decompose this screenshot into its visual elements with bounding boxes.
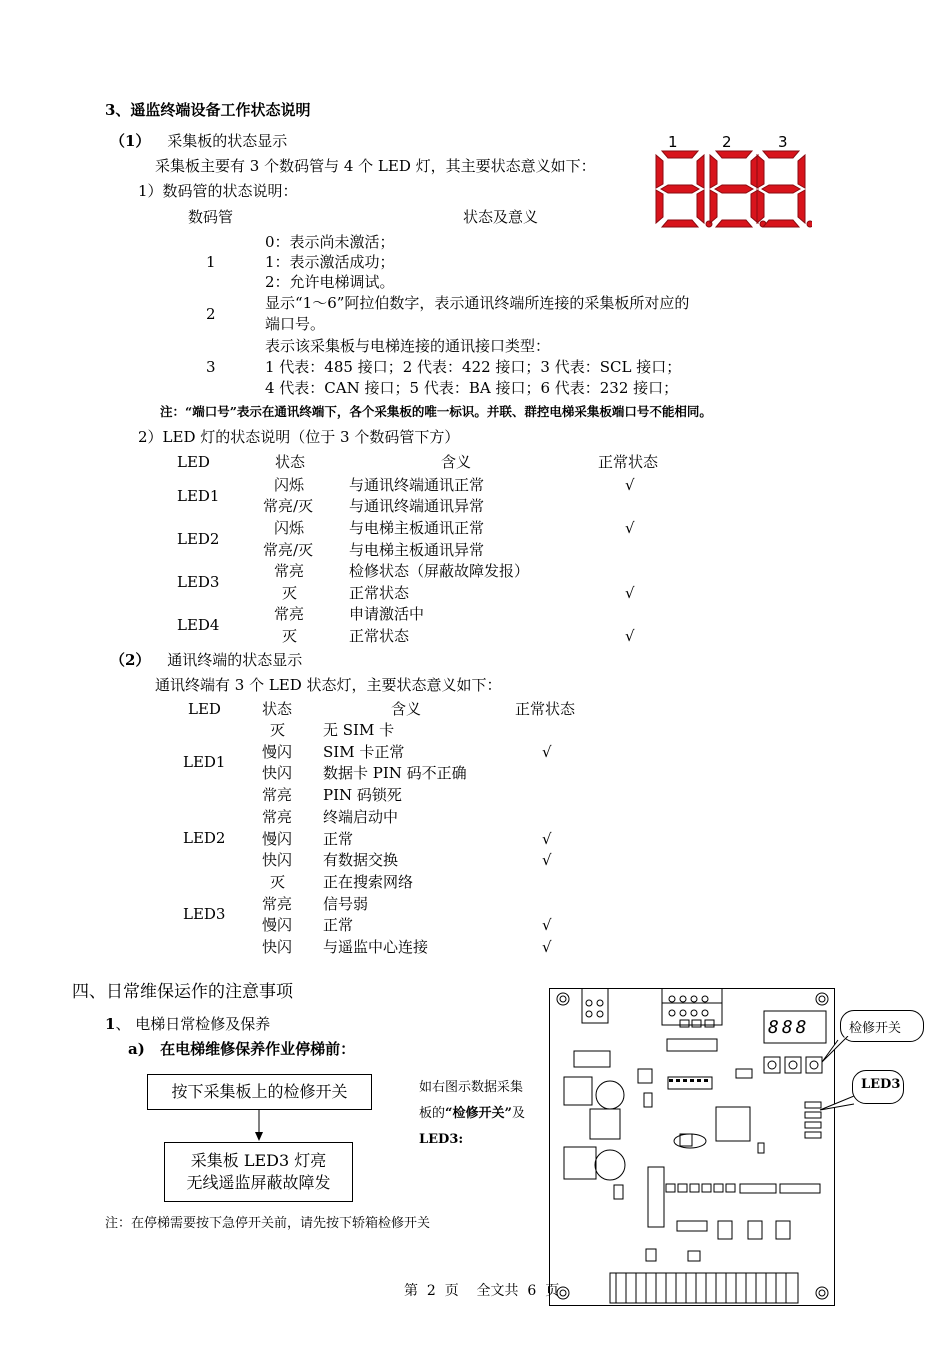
led-meaning: 正常状态 xyxy=(349,627,410,645)
term-normal-check: √ xyxy=(542,938,552,956)
led-table-header-led: LED xyxy=(177,453,210,471)
subsection-1-intro: 采集板主要有 3 个数码管与 4 个 LED 灯，其主要状态意义如下： xyxy=(155,157,596,175)
section-4-item-a: a) 在电梯维修保养作业停梯前： xyxy=(128,1040,356,1058)
term-state: 常亮 xyxy=(262,786,293,805)
term-meaning: 终端启动中 xyxy=(323,807,399,826)
side-text-line: 板的“检修开关”及 xyxy=(419,1106,525,1121)
term-state: 灭 xyxy=(270,721,286,739)
led-state: 常亮/灭 xyxy=(263,497,314,515)
flow-step-press-switch: 按下采集板上的检修开关 xyxy=(147,1074,372,1110)
led-meaning: 与电梯主板通讯正常 xyxy=(349,519,485,537)
digit-row-line: 4 代表：CAN 接口；5 代表：BA 接口；6 代表：232 接口； xyxy=(265,379,679,397)
digit-label-1: 1 xyxy=(668,133,678,151)
term-state: 快闪 xyxy=(262,938,293,956)
term-normal-check: √ xyxy=(542,742,552,761)
led-state: 闪烁 xyxy=(274,519,305,537)
led-meaning: 与电梯主板通讯异常 xyxy=(349,541,485,559)
term-normal-check: √ xyxy=(542,916,552,935)
note-port-number: 注：“端口号”表示在通讯终端下，各个采集板的唯一标识。并联、群控电梯采集板端口号不能相同。 xyxy=(160,404,712,419)
side-text-line: 如右图示数据采集 xyxy=(419,1080,524,1095)
callout-pointer-icon xyxy=(818,1096,858,1116)
led-name: LED1 xyxy=(183,753,226,771)
collection-board-illustration xyxy=(549,988,835,1306)
led-name: LED3 xyxy=(183,905,226,923)
term-normal-check: √ xyxy=(542,851,552,870)
led-meaning: 与通讯终端通讯正常 xyxy=(349,476,485,494)
led-state: 常亮/灭 xyxy=(263,541,314,559)
led-section-title: 2）LED 灯的状态说明（位于 3 个数码管下方） xyxy=(138,428,460,446)
callout-led3: LED3 xyxy=(852,1070,904,1104)
term-meaning: 有数据交换 xyxy=(323,851,399,870)
callout-maintenance-switch: 检修开关 xyxy=(840,1010,924,1042)
digit-row-num: 3 xyxy=(206,358,216,376)
led-normal-check: √ xyxy=(625,584,635,602)
side-text-line: LED3: xyxy=(419,1132,464,1147)
led-meaning: 检修状态（屏蔽故障发报） xyxy=(349,562,530,580)
term-normal-check: √ xyxy=(542,829,552,848)
led-state: 常亮 xyxy=(274,562,305,580)
flow-step-line: 无线遥监屏蔽故障发 xyxy=(186,1172,331,1192)
led-normal-check: √ xyxy=(625,627,635,645)
callout-pointer-icon xyxy=(820,1036,856,1068)
led-normal-check: √ xyxy=(625,476,635,494)
led-state: 灭 xyxy=(282,627,298,645)
term-meaning: 无 SIM 卡 xyxy=(323,721,395,739)
term-meaning: 数据卡 PIN 码不正确 xyxy=(323,764,467,783)
term-table-header-meaning: 含义 xyxy=(391,700,422,718)
term-state: 慢闪 xyxy=(262,829,293,848)
section-4-item-1: 1、 电梯日常检修及保养 xyxy=(105,1015,271,1033)
digit-row-line: 0：表示尚未激活； xyxy=(265,233,395,251)
digit-row-num: 2 xyxy=(206,305,216,323)
flow-step-led3-on xyxy=(164,1142,353,1202)
term-meaning: SIM 卡正常 xyxy=(323,742,405,761)
led-state: 闪烁 xyxy=(274,476,305,494)
board-display-digits: 888 xyxy=(768,1017,810,1038)
led-table-header-meaning: 含义 xyxy=(441,453,472,471)
led-state: 常亮 xyxy=(274,605,305,623)
subsection-2-heading: （2） 通讯终端的状态显示 xyxy=(110,651,303,669)
digit-row-line: 表示该采集板与电梯连接的通讯接口类型： xyxy=(265,337,551,355)
term-table-header-led: LED xyxy=(188,700,221,718)
digit-table-header-meaning: 状态及意义 xyxy=(463,208,539,226)
term-state: 灭 xyxy=(270,872,286,891)
flow-arrow-icon xyxy=(252,1110,266,1142)
term-state: 慢闪 xyxy=(262,916,293,935)
led-name: LED4 xyxy=(177,616,220,634)
term-meaning: 正常 xyxy=(323,916,354,935)
digit-row-line: 2：允许电梯调试。 xyxy=(265,273,395,291)
term-meaning: 信号弱 xyxy=(323,894,369,913)
led-meaning: 与通讯终端通讯异常 xyxy=(349,497,485,515)
term-state: 快闪 xyxy=(262,764,293,783)
flow-step-line: 采集板 LED3 灯亮 xyxy=(190,1151,327,1170)
term-meaning: PIN 码锁死 xyxy=(323,786,402,805)
seven-segment-display-illustration xyxy=(652,133,812,228)
section-4-title: 四、日常维保运作的注意事项 xyxy=(72,982,293,1002)
digit-label-2: 2 xyxy=(722,133,732,151)
led-meaning: 申请激活中 xyxy=(349,605,425,623)
term-table-header-state: 状态 xyxy=(262,700,293,718)
note-emergency-stop: 注：在停梯需要按下急停开关前，请先按下轿箱检修开关 xyxy=(105,1216,431,1231)
digit-section-title: 1）数码管的状态说明： xyxy=(138,182,298,200)
digit-row-line: 1：表示激活成功； xyxy=(265,253,395,271)
digit-table-header-num: 数码管 xyxy=(188,208,234,226)
digit-row-num: 1 xyxy=(206,253,216,271)
led-name: LED1 xyxy=(177,487,220,505)
digit-row-line: 显示“1～6”阿拉伯数字，表示通讯终端所连接的采集板所对应的 xyxy=(265,294,690,312)
term-state: 常亮 xyxy=(262,807,293,826)
term-meaning: 正在搜索网络 xyxy=(323,872,414,891)
led-name: LED2 xyxy=(177,530,220,548)
term-state: 快闪 xyxy=(262,851,293,870)
digit-label-3: 3 xyxy=(778,133,788,151)
digit-row-line: 1 代表：485 接口；2 代表：422 接口；3 代表：SCL 接口； xyxy=(265,358,682,376)
led-meaning: 正常状态 xyxy=(349,584,410,602)
led-state: 灭 xyxy=(282,584,298,602)
term-state: 常亮 xyxy=(262,894,293,913)
term-table-header-normal: 正常状态 xyxy=(515,700,576,718)
section-3-title: 3、遥监终端设备工作状态说明 xyxy=(105,101,311,119)
digit-row-line: 端口号。 xyxy=(265,315,326,333)
term-meaning: 正常 xyxy=(323,829,354,848)
led-normal-check: √ xyxy=(625,519,635,537)
led-name: LED2 xyxy=(183,829,226,847)
page-footer: 第 2 页 全文共 6 页 xyxy=(404,1283,560,1299)
subsection-2-intro: 通讯终端有 3 个 LED 状态灯，主要状态意义如下： xyxy=(155,676,502,694)
subsection-1-heading: （1） 采集板的状态显示 xyxy=(110,132,288,150)
led-table-header-state: 状态 xyxy=(275,453,306,471)
led-name: LED3 xyxy=(177,573,220,591)
led-table-header-normal: 正常状态 xyxy=(598,453,659,471)
term-meaning: 与遥监中心连接 xyxy=(323,938,429,956)
seven-segment-digits-icon xyxy=(652,133,812,228)
term-state: 慢闪 xyxy=(262,742,293,761)
